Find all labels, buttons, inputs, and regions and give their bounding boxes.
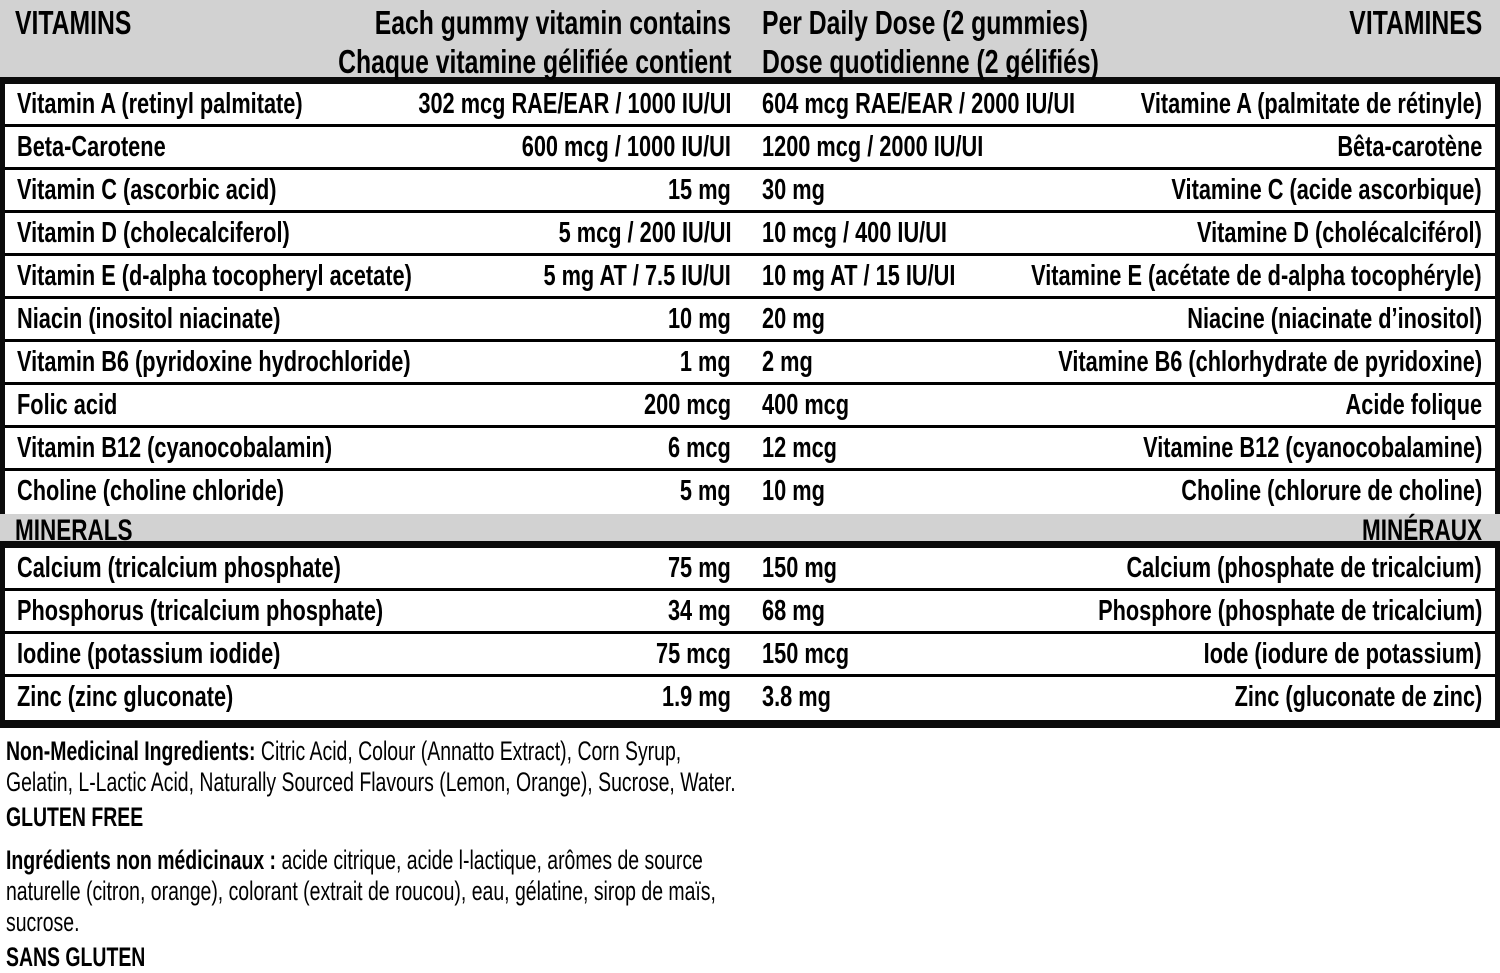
header-per-gummy-fr: Chaque vitamine gélifiée contient — [337, 43, 731, 80]
gluten-free-en: GLUTEN FREE — [6, 802, 144, 832]
header-daily-dose-en: Per Daily Dose (2 gummies) — [762, 4, 1088, 41]
nutrient-name-fr: Vitamine B6 (chlorhydrate de pyridoxine) — [1058, 346, 1482, 378]
amount-per-dose: 150 mcg — [762, 638, 850, 670]
non-medicinal-text-en: Citric Acid, Colour (Annatto Extract), Corn Syrup, Gelatin, L-Lactic Acid, Naturally Sourced Flavours (Lemon, Orange), Sucrose, Water. — [6, 736, 736, 797]
nutrient-name-fr: Zinc (gluconate de zinc) — [1234, 681, 1482, 713]
nutrient-name-en: Vitamin B6 (pyridoxine hydrochloride) — [17, 346, 411, 378]
minerals-table-body — [0, 548, 1500, 720]
non-medicinal-ingredients-en — [6, 736, 748, 798]
amount-per-gummy: 34 mg — [668, 595, 731, 627]
nutrient-name-en: Beta-Carotene — [17, 131, 166, 163]
table-header — [0, 0, 1500, 84]
nutrient-name-fr: Acide folique — [1345, 389, 1482, 421]
nutrient-name-en: Calcium (tricalcium phosphate) — [17, 552, 341, 584]
table-row-vitamin-b12 — [5, 428, 1495, 471]
minerals-title-en: MINERALS — [15, 514, 133, 547]
amount-per-dose: 2 mg — [762, 346, 813, 378]
amount-per-dose: 68 mg — [762, 595, 825, 627]
amount-per-gummy: 1.9 mg — [662, 681, 731, 713]
table-row-choline — [5, 471, 1495, 514]
amount-per-gummy: 15 mg — [668, 174, 731, 206]
non-medicinal-label-en: Non-Medicinal Ingredients: — [6, 736, 256, 766]
nutrient-name-en: Phosphorus (tricalcium phosphate) — [17, 595, 384, 627]
amount-per-dose: 12 mcg — [762, 432, 837, 464]
amount-per-dose: 10 mg — [762, 475, 825, 507]
nutrient-name-en: Choline (choline chloride) — [17, 475, 285, 507]
table-row-vitamin-c — [5, 170, 1495, 213]
non-medicinal-label-fr: Ingrédients non médicinaux : — [6, 845, 277, 875]
amount-per-dose: 3.8 mg — [762, 681, 831, 713]
table-row-calcium — [5, 548, 1495, 591]
table-row-iodine — [5, 634, 1495, 677]
nutrient-name-en: Zinc (zinc gluconate) — [17, 681, 234, 713]
nutrient-name-en: Vitamin A (retinyl palmitate) — [17, 88, 303, 120]
amount-per-gummy: 600 mcg / 1000 IU/UI — [521, 131, 731, 163]
nutrient-name-en: Niacin (inositol niacinate) — [17, 303, 281, 335]
amount-per-gummy: 200 mcg — [643, 389, 731, 421]
amount-per-gummy: 75 mg — [668, 552, 731, 584]
table-row-zinc — [5, 677, 1495, 720]
nutrient-name-en: Vitamin C (ascorbic acid) — [17, 174, 277, 206]
ingredients-footer — [0, 728, 1500, 973]
vitamins-table-body — [0, 84, 1500, 514]
nutrient-name-fr: Bêta-carotène — [1336, 131, 1482, 163]
nutrient-name-fr: Vitamine A (palmitate de rétinyle) — [1140, 88, 1482, 120]
header-daily-dose-fr: Dose quotidienne (2 gélifiés) — [762, 43, 1099, 80]
nutrient-name-fr: Vitamine D (cholécalciférol) — [1197, 217, 1482, 249]
nutrient-name-fr: Phosphore (phosphate de tricalcium) — [1097, 595, 1482, 627]
table-bottom-rule — [0, 720, 1500, 728]
nutrient-name-fr: Vitamine E (acétate de d-alpha tocophéryle) — [1031, 260, 1482, 292]
nutrient-name-fr: Iode (iodure de potassium) — [1204, 638, 1482, 670]
nutrient-name-en: Vitamin B12 (cyanocobalamin) — [17, 432, 333, 464]
minerals-section-header — [0, 514, 1500, 548]
table-row-vitamin-d — [5, 213, 1495, 256]
nutrient-name-en: Vitamin E (d-alpha tocopheryl acetate) — [17, 260, 412, 292]
table-row-phosphorus — [5, 591, 1495, 634]
amount-per-gummy: 5 mg AT / 7.5 IU/UI — [543, 260, 731, 292]
nutrient-name-fr: Vitamine C (acide ascorbique) — [1171, 174, 1482, 206]
table-row-vitamin-b6 — [5, 342, 1495, 385]
amount-per-gummy: 1 mg — [680, 346, 731, 378]
amount-per-gummy: 75 mcg — [656, 638, 731, 670]
amount-per-dose: 30 mg — [762, 174, 825, 206]
amount-per-dose: 1200 mcg / 2000 IU/UI — [762, 131, 984, 163]
amount-per-dose: 10 mg AT / 15 IU/UI — [762, 260, 956, 292]
nutrient-name-en: Iodine (potassium iodide) — [17, 638, 281, 670]
nutrient-name-fr: Niacine (niacinate d’inositol) — [1187, 303, 1482, 335]
amount-per-dose: 20 mg — [762, 303, 825, 335]
non-medicinal-ingredients-fr — [6, 845, 748, 938]
header-vitamins-fr: VITAMINES — [1349, 4, 1482, 41]
nutrient-name-fr: Vitamine B12 (cyanocobalamine) — [1142, 432, 1482, 464]
header-per-gummy-en: Each gummy vitamin contains — [374, 4, 731, 41]
table-row-folic-acid — [5, 385, 1495, 428]
amount-per-dose: 150 mg — [762, 552, 837, 584]
nutrient-name-en: Vitamin D (cholecalciferol) — [17, 217, 290, 249]
table-row-vitamin-e — [5, 256, 1495, 299]
non-medicinal-text-fr: acide citrique, acide l-lactique, arômes de source naturelle (citron, orange), colorant (extrait de roucou), eau, gélatine, sirop de maïs, sucrose. — [6, 845, 716, 937]
amount-per-gummy: 10 mg — [668, 303, 731, 335]
amount-per-gummy: 5 mcg / 200 IU/UI — [558, 217, 731, 249]
amount-per-dose: 10 mcg / 400 IU/UI — [762, 217, 947, 249]
table-row-niacin — [5, 299, 1495, 342]
amount-per-gummy: 302 mcg RAE/EAR / 1000 IU/UI — [417, 88, 731, 120]
header-vitamins-en: VITAMINS — [15, 4, 132, 41]
nutrient-name-fr: Choline (chlorure de choline) — [1181, 475, 1482, 507]
table-row-vitamin-a — [5, 84, 1495, 127]
table-row-beta-carotene — [5, 127, 1495, 170]
amount-per-gummy: 5 mg — [680, 475, 731, 507]
minerals-title-fr: MINÉRAUX — [1361, 514, 1482, 547]
nutrient-name-fr: Calcium (phosphate de tricalcium) — [1126, 552, 1482, 584]
amount-per-dose: 604 mcg RAE/EAR / 2000 IU/UI — [762, 88, 1076, 120]
amount-per-gummy: 6 mcg — [668, 432, 731, 464]
gluten-free-fr: SANS GLUTEN — [6, 942, 146, 972]
amount-per-dose: 400 mcg — [762, 389, 850, 421]
nutrient-name-en: Folic acid — [17, 389, 118, 421]
